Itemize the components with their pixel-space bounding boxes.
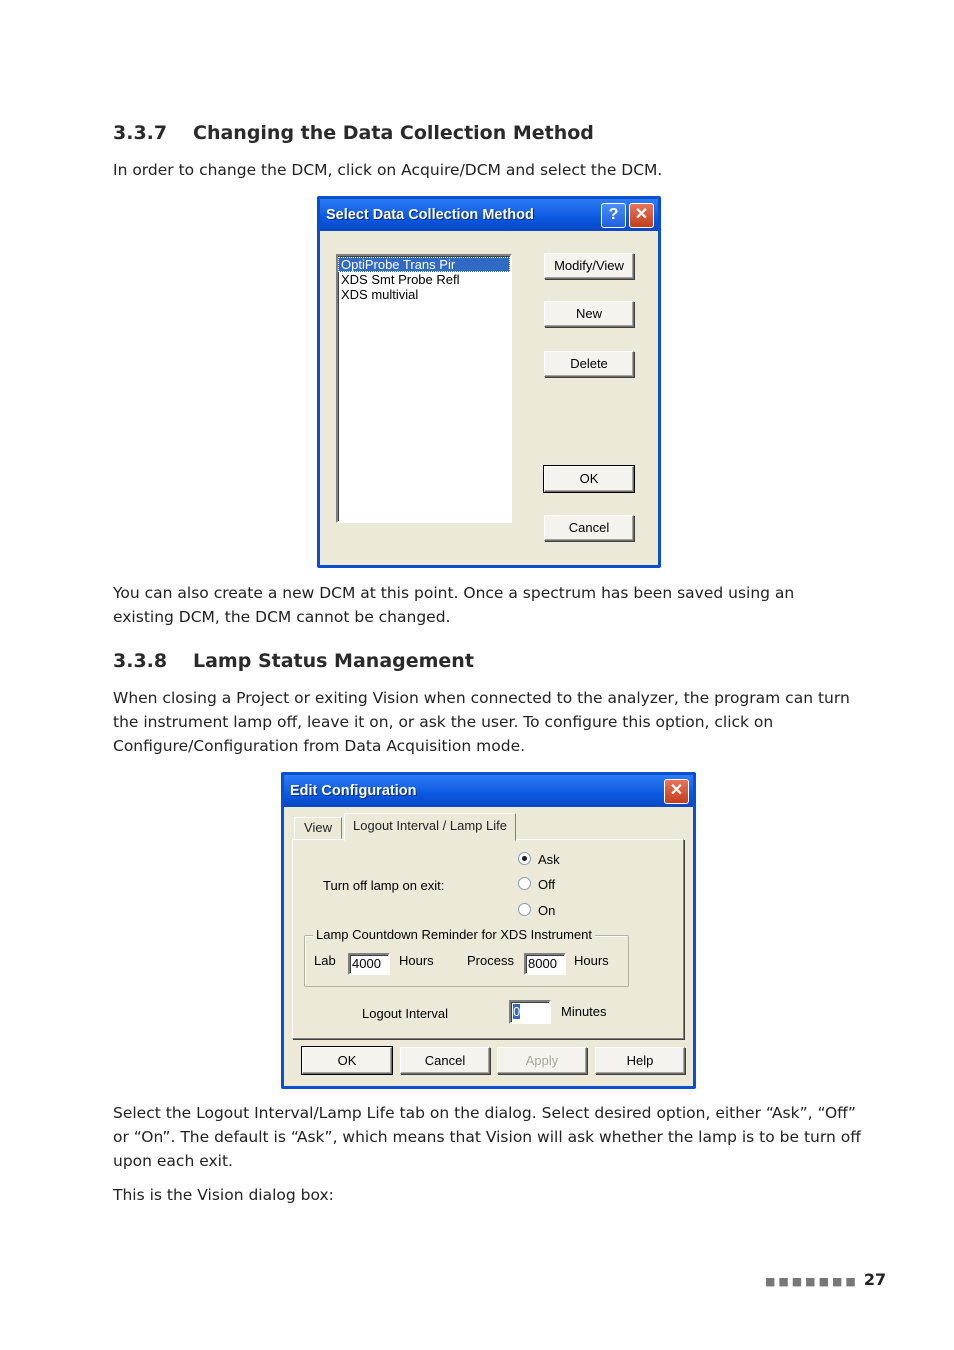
section-title: Changing the Data Collection Method <box>193 122 594 144</box>
paragraph-config-explanation: Select the Logout Interval/Lamp Life tab on the dialog. Select desired option, either “Ask”, “Off” or “On”. The default is “Ask”, which means that Vision will ask whether the lamp is to be turn off upon each exit. <box>113 1104 861 1170</box>
radio-on-label: On <box>538 903 556 918</box>
radio-off[interactable] <box>518 877 531 890</box>
section-number: 3.3.7 <box>113 122 168 144</box>
paragraph-dcm-intro: In order to change the DCM, click on Acquire/DCM and select the DCM. <box>113 161 663 179</box>
minutes-label: Minutes <box>561 1004 607 1019</box>
turn-off-lamp-label: Turn off lamp on exit: <box>323 878 445 893</box>
section-title: Lamp Status Management <box>193 650 474 672</box>
logout-interval-label: Logout Interval <box>362 1006 449 1021</box>
lab-hours-input[interactable]: 4000 <box>348 953 390 975</box>
dcm-listbox[interactable] <box>336 254 512 523</box>
help-icon[interactable]: ? <box>601 203 626 228</box>
page-footer <box>765 1270 886 1289</box>
dcm-list-item[interactable]: XDS multivial <box>341 287 419 302</box>
section-heading-3-3-8 <box>113 650 474 672</box>
section-heading-3-3-7 <box>113 122 594 144</box>
tab-logout-interval-lamp-life[interactable]: Logout Interval / Lamp Life <box>344 813 516 841</box>
paragraph-lamp-intro: When closing a Project or exiting Vision when connected to the analyzer, the program can turn the instrument lamp off, leave it on, or ask the user. To configure this option, click on Configure/Configuration from Data Acquisition mode. <box>113 689 850 755</box>
process-label: Process <box>467 953 514 968</box>
ok-button[interactable]: OK <box>544 466 634 492</box>
logout-interval-input[interactable] <box>509 1000 551 1024</box>
lab-hours-unit: Hours <box>399 953 434 968</box>
select-dcm-dialog <box>317 196 661 568</box>
close-icon[interactable]: ✕ <box>664 779 689 804</box>
page-number: 27 <box>863 1270 887 1289</box>
dialog-client-area <box>284 807 693 1086</box>
dcm-list-item[interactable]: OptiProbe Trans Pir <box>338 257 510 272</box>
cancel-button[interactable]: Cancel <box>400 1047 490 1074</box>
delete-button[interactable]: Delete <box>544 351 634 377</box>
cancel-button[interactable]: Cancel <box>544 515 634 541</box>
dialog-title: Edit Configuration <box>290 783 417 799</box>
section-number: 3.3.8 <box>113 650 168 672</box>
close-icon[interactable]: ✕ <box>629 203 654 228</box>
process-hours-input[interactable]: 8000 <box>524 953 566 975</box>
radio-ask[interactable] <box>518 852 531 865</box>
logout-interval-value: 0 <box>513 1004 521 1019</box>
ok-button[interactable]: OK <box>302 1047 392 1074</box>
paragraph-dcm-note: You can also create a new DCM at this point. Once a spectrum has been saved using an existing DCM, the DCM cannot be changed. <box>113 584 795 626</box>
radio-on[interactable] <box>518 903 531 916</box>
help-button[interactable]: Help <box>595 1047 685 1074</box>
radio-off-label: Off <box>538 877 556 892</box>
lamp-countdown-groupbox <box>304 927 629 987</box>
edit-configuration-dialog <box>281 772 696 1089</box>
dialog-titlebar <box>284 775 693 807</box>
tab-panel <box>292 839 684 1039</box>
modify-view-button[interactable]: Modify/View <box>544 253 634 279</box>
process-hours-unit: Hours <box>574 953 609 968</box>
paragraph-vision-dialog: This is the Vision dialog box: <box>113 1186 334 1204</box>
dialog-title: Select Data Collection Method <box>326 207 534 223</box>
dcm-list-item[interactable]: XDS Smt Probe Refl <box>341 272 460 287</box>
new-button[interactable]: New <box>544 301 634 327</box>
dialog-client-area <box>320 231 658 565</box>
apply-button[interactable]: Apply <box>497 1047 587 1074</box>
dialog-titlebar <box>320 199 658 231</box>
tab-view[interactable]: View <box>294 817 342 839</box>
radio-ask-label: Ask <box>538 852 560 867</box>
groupbox-title: Lamp Countdown Reminder for XDS Instrument <box>313 927 595 942</box>
footer-dots: ■■■■■■■ <box>765 1275 859 1288</box>
lab-label: Lab <box>314 953 336 968</box>
